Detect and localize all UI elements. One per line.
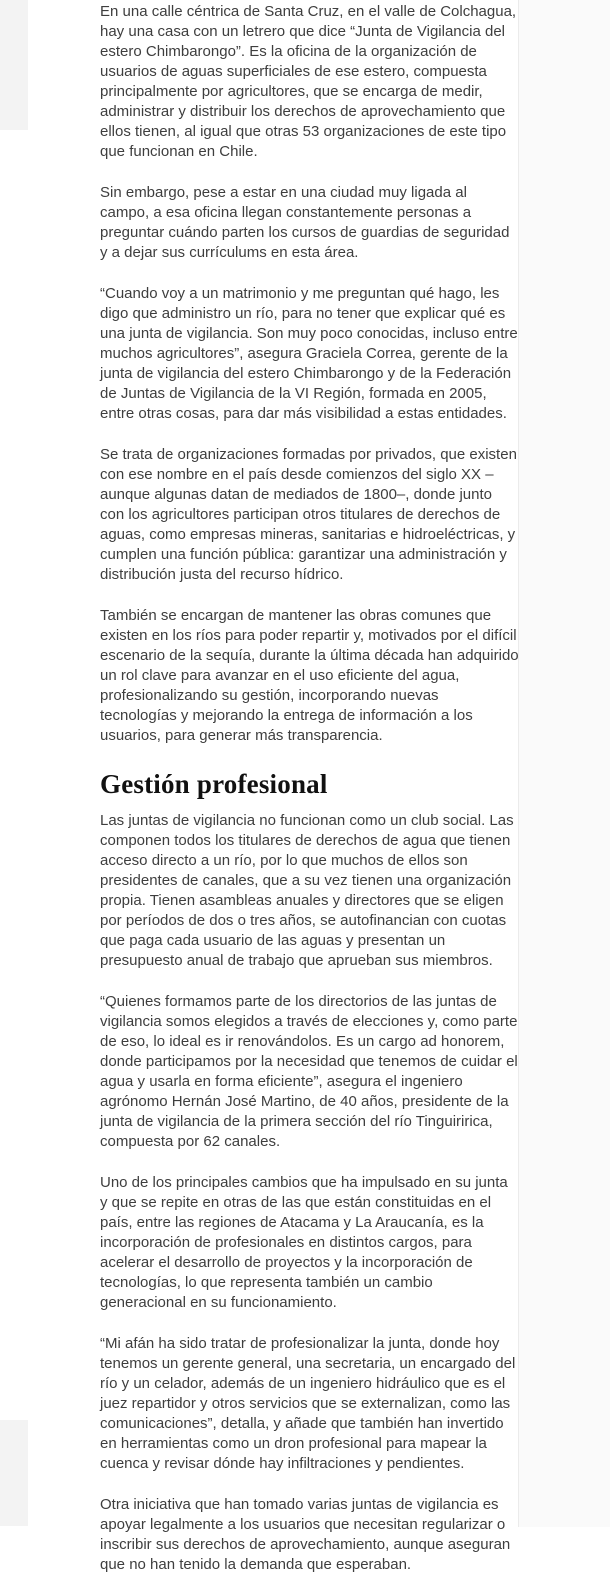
intro-paragraph-4: Se trata de organizaciones formadas por privados, que existen con ese nombre en el país desde comienzos del siglo XX – aunque algunas datan de mediados de 1800–, donde junto con los agricultores participan otros titulares de derechos de aguas, como empresas mineras, sanitarias e hidroeléctricas, y cumplen una función pública: garantizar una administración y distribución justa del recurso hídrico. xyxy=(100,446,517,583)
section-paragraph-5: Otra iniciativa que han tomado varias juntas de vigilancia es apoyar legalmente a los usuarios que necesitan regularizar o inscribir sus derechos de aprovechamiento, aunque aseguran que no han tenido la demanda que esperaban. xyxy=(100,1496,511,1573)
section-heading: Gestión profesional xyxy=(100,769,328,799)
section-paragraph-1: Las juntas de vigilancia no funcionan como un club social. Las componen todos los titulares de derechos de agua que tienen acceso directo a un río, por lo que muchos de ellos son presidentes de canales, que a su vez tienen una organización propia. Tienen asambleas anuales y directores que se eligen por períodos de dos o tres años, se autofinancian con cuotas que paga cada usuario de las aguas y presentan un presupuesto anual de trabajo que aprueban sus miembros. xyxy=(100,812,514,969)
section-paragraph-3: Uno de los principales cambios que ha impulsado en su junta y que se repite en otras de las que están constituidas en el país, entre las regiones de Atacama y La Araucanía, es la incorporación de profesionales en distintos cargos, para acelerar el desarrollo de proyectos y la incorporación de tecnologías, lo que representa también un cambio generacional en su funcionamiento. xyxy=(100,1174,508,1311)
article-body xyxy=(100,2,519,1596)
intro-paragraph-1: En una calle céntrica de Santa Cruz, en el valle de Colchagua, hay una casa con un letrero que dice “Junta de Vigilancia del estero Chimbarongo”. Es la oficina de la organización de usuarios de aguas superficiales de ese estero, compuesta principalmente por agricultores, que se encarga de medir, administrar y distribuir los derechos de aprovechamiento que ellos tienen, al igual que otras 53 organizaciones de este tipo que funcionan en Chile. xyxy=(100,3,517,160)
section-paragraph-2: “Quienes formamos parte de los directorios de las juntas de vigilancia somos elegidos a través de elecciones y, como parte de eso, lo ideal es ir renovándolos. Es un cargo ad honorem, donde participamos por la necesidad que tenemos de cuidar el agua y usarla en forma eficiente”, asegura el ingeniero agrónomo Hernán José Martino, de 40 años, presidente de la junta de vigilancia de la primera sección del río Tinguiririca, compuesta por 62 canales. xyxy=(100,993,518,1150)
intro-paragraph-5: También se encargan de mantener las obras comunes que existen en los ríos para poder repartir y, motivados por el difícil escenario de la sequía, durante la última década han adquirido un rol clave para avanzar en el uso eficiente del agua, profesionalizando su gestión, incorporando nuevas tecnologías y mejorando la entrega de información a los usuarios, para generar más transparencia. xyxy=(100,607,519,744)
left-edge-bottom-fragment xyxy=(0,1420,28,1526)
section-paragraph-4: “Mi afán ha sido tratar de profesionalizar la junta, donde hoy tenemos un gerente general, una secretaria, un encargado del río y un celador, además de un ingeniero hidráulico que es el juez repartidor y otros servicios que se externalizan, como las comunicaciones”, detalla, y añade que también han invertido en herramientas como un dron profesional para mapear la cuenca y revisar dónde hay infiltraciones y pendientes. xyxy=(100,1335,516,1472)
intro-paragraph-2: Sin embargo, pese a estar en una ciudad muy ligada al campo, a esa oficina llegan constantemente personas a preguntar cuándo parten los cursos de guardias de seguridad y a dejar sus currículums en esta área. xyxy=(100,184,510,261)
intro-paragraph-3: “Cuando voy a un matrimonio y me preguntan qué hago, les digo que administro un río, para no tener que explicar qué es una junta de vigilancia. Son muy poco conocidas, incluso entre muchos agricultores”, asegura Graciela Correa, gerente de la junta de vigilancia del estero Chimbarongo y de la Federación de Juntas de Vigilancia de la VI Región, formada en 2005, entre otras cosas, para dar más visibilidad a estas entidades. xyxy=(100,285,518,422)
left-edge-top-fragment xyxy=(0,0,28,130)
right-margin-area xyxy=(518,0,610,1527)
